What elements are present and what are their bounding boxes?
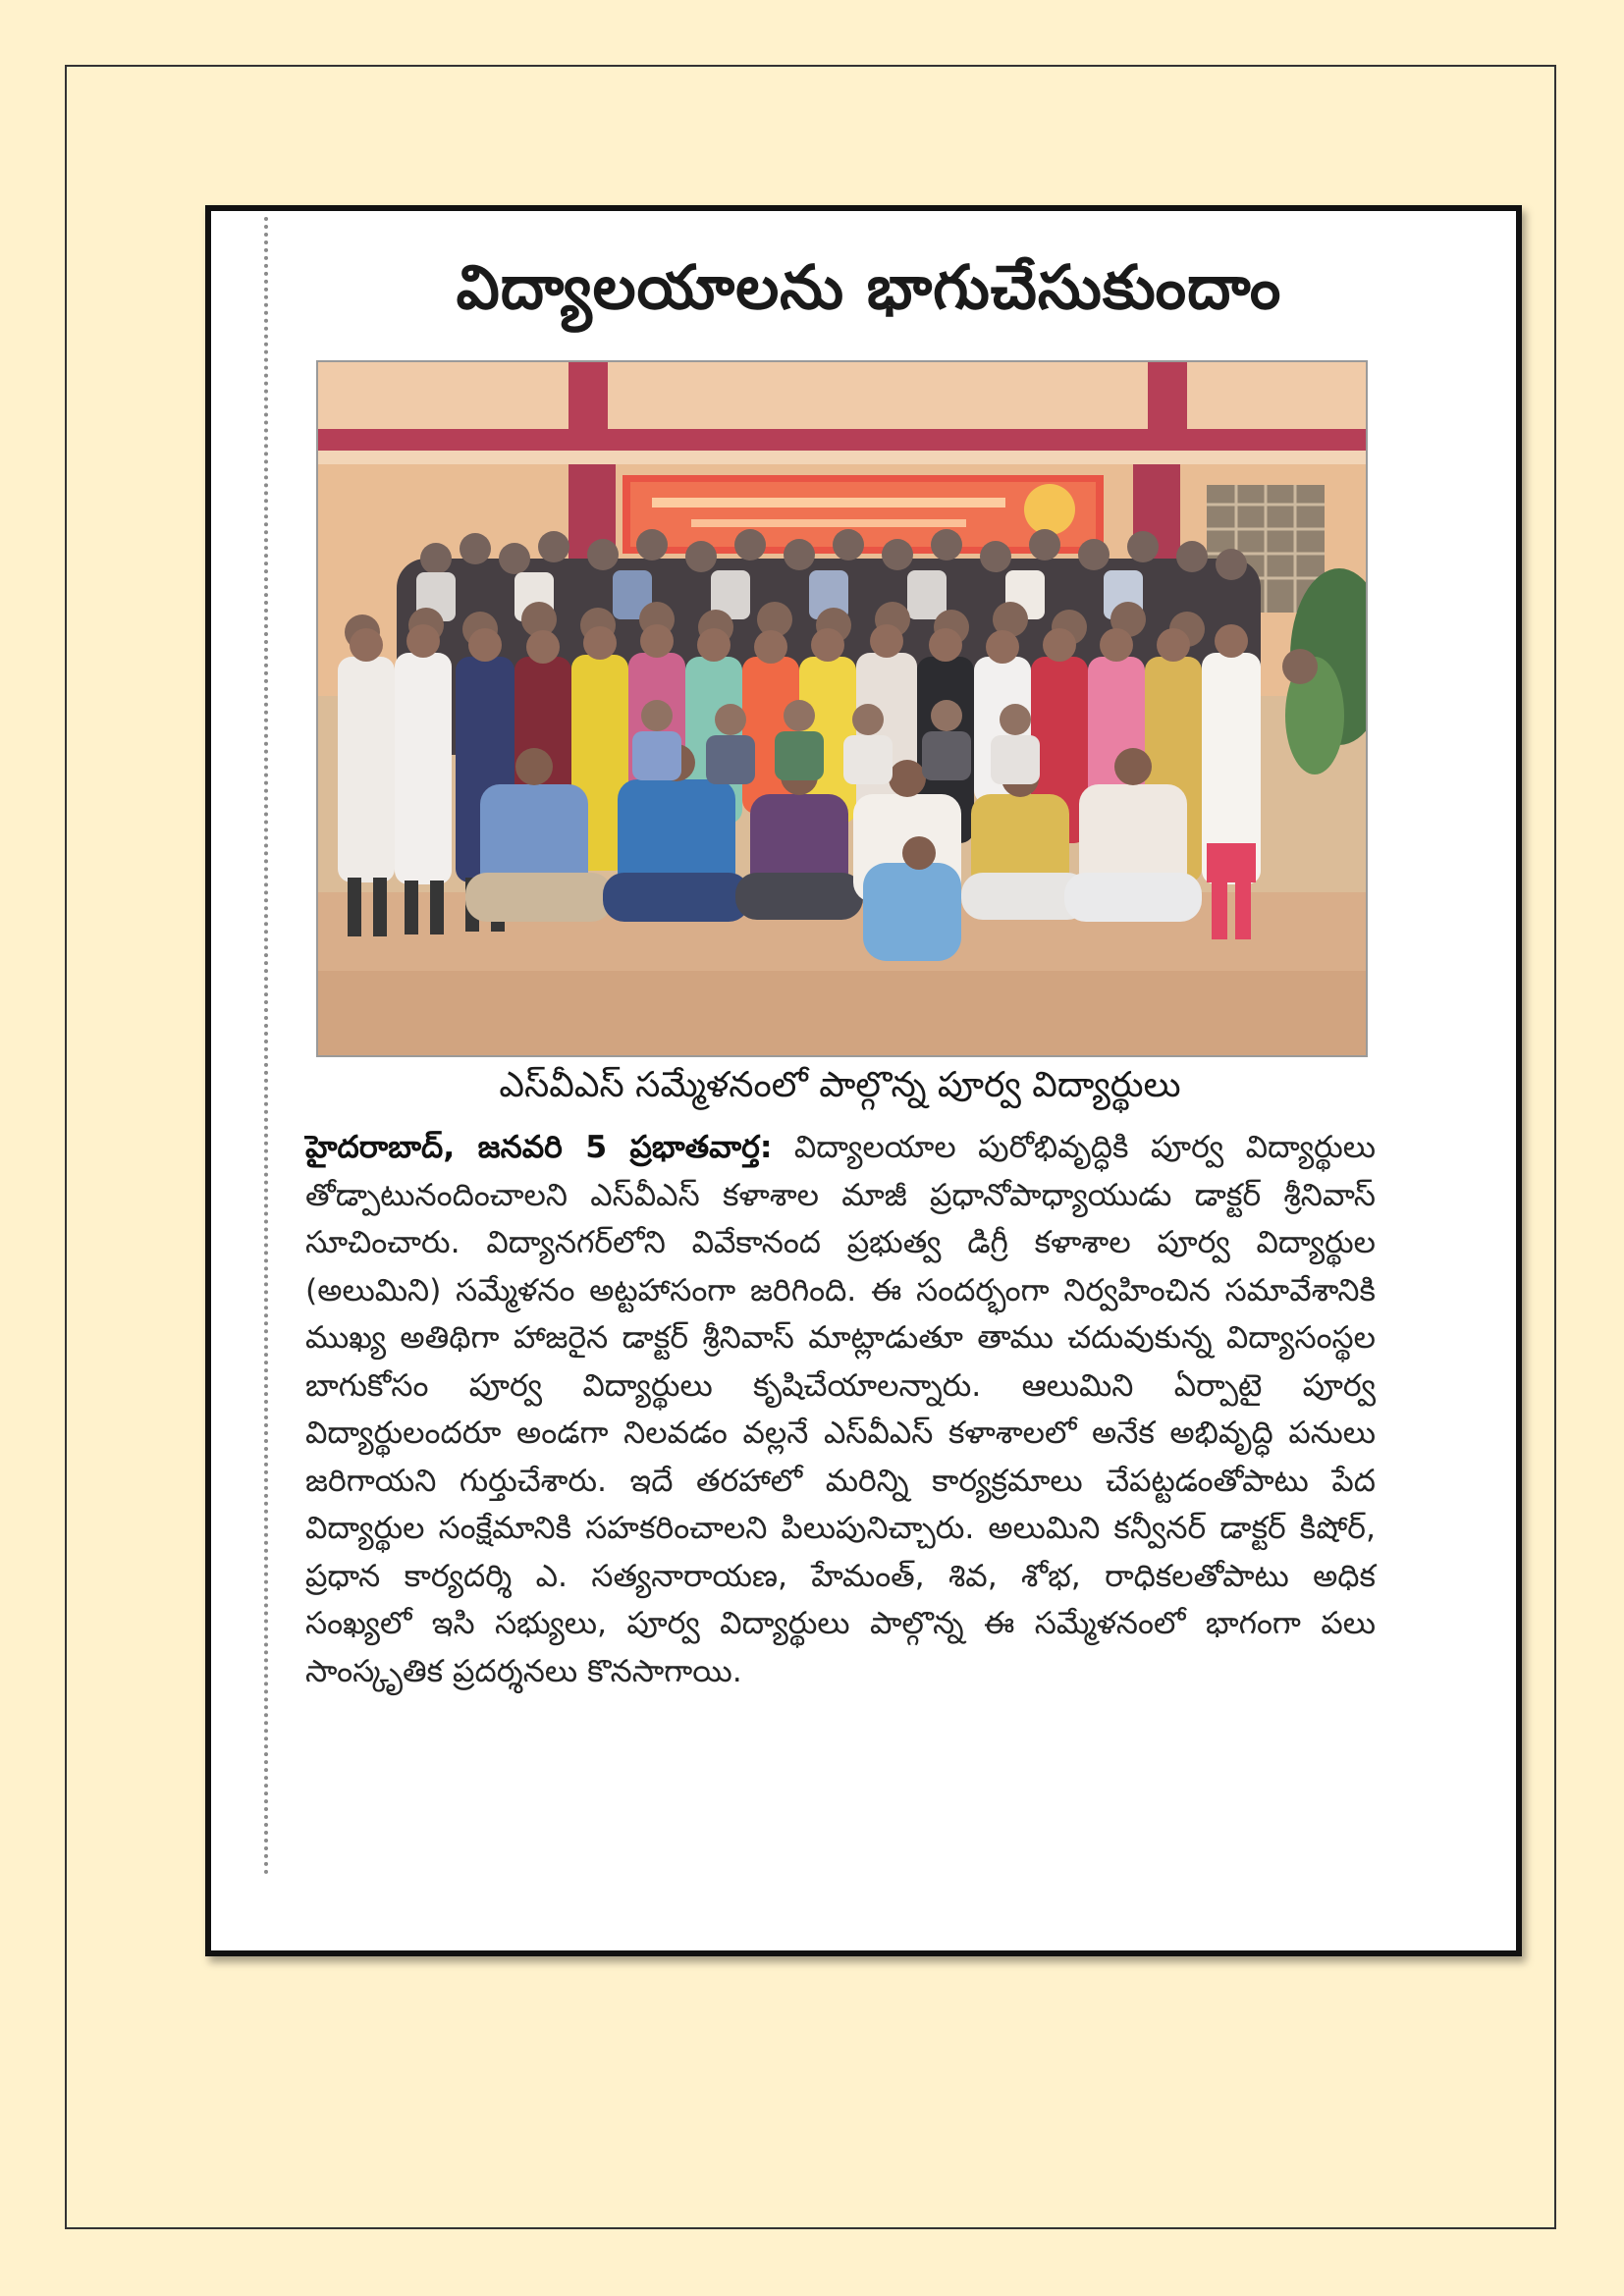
group-photo (316, 360, 1368, 1057)
group-photo-icon (318, 362, 1366, 1055)
photo-caption: ఎస్‌వీఎస్ సమ్మేళనంలో పాల్గొన్న పూర్వ విద్యార్థులు (499, 1065, 1181, 1105)
newspaper-clipping (205, 205, 1522, 1956)
headline: విద్యాలయాలను భాగుచేసుకుందాం (456, 251, 1282, 323)
article-dateline: హైదరాబాద్, జనవరి 5 ప్రభాతవార్త: (305, 1130, 773, 1165)
column-dotted-rule (264, 217, 268, 1876)
article-text: విద్యాలయాల పురోభివృద్ధికి పూర్వ విద్యార్థులు తోడ్పాటునందించాలని ఎస్‌వీఎస్ కళాశాల మాజీ ప్రధానోపాధ్యాయుడు డాక్టర్ శ్రీనివాస్ సూచించారు. విద్యానగర్‌లోని వివేకానంద ప్రభుత్వ డిగ్రీ కళాశాల పూర్వ విద్యార్థుల (అలుమిని) సమ్మేళనం అట్టహాసంగా జరిగింది. ఈ సందర్భంగా నిర్వహించిన సమావేశానికి ముఖ్య అతిథిగా హాజరైన డాక్టర్ శ్రీనివాస్ మాట్లాడుతూ తాము చదువుకున్న విద్యాసంస్థల బాగుకోసం పూర్వ విద్యార్థులు కృషిచేయాలన్నారు. ఆలుమిని ఏర్పాటై పూర్వ విద్యార్థులందరూ అండగా నిలవడం వల్లనే ఎస్‌వీఎస్ కళాశాలలో అనేక అభివృద్ధి పనులు జరిగాయని గుర్తుచేశారు. ఇదే తరహాలో మరిన్ని కార్యక్రమాలు చేపట్టడంతోపాటు పేద విద్యార్థుల సంక్షేమానికి సహకరించాలని పిలుపునిచ్చారు. అలుమిని కన్వీనర్ డాక్టర్ కిషోర్, ప్రధాన కార్యదర్శి ఎ. సత్యనారాయణ, హేమంత్, శివ, శోభ, రాధికలతోపాటు అధిక సంఖ్యలో ఇసి సభ్యులు, పూర్వ విద్యార్థులు పాల్గొన్న ఈ సమ్మేళనంలో భాగంగా పలు సాంస్కృతిక ప్రదర్శనలు కొనసాగాయి. (305, 1130, 1376, 1689)
article-body (305, 1124, 1376, 1695)
article-paragraph (305, 1124, 1376, 1695)
